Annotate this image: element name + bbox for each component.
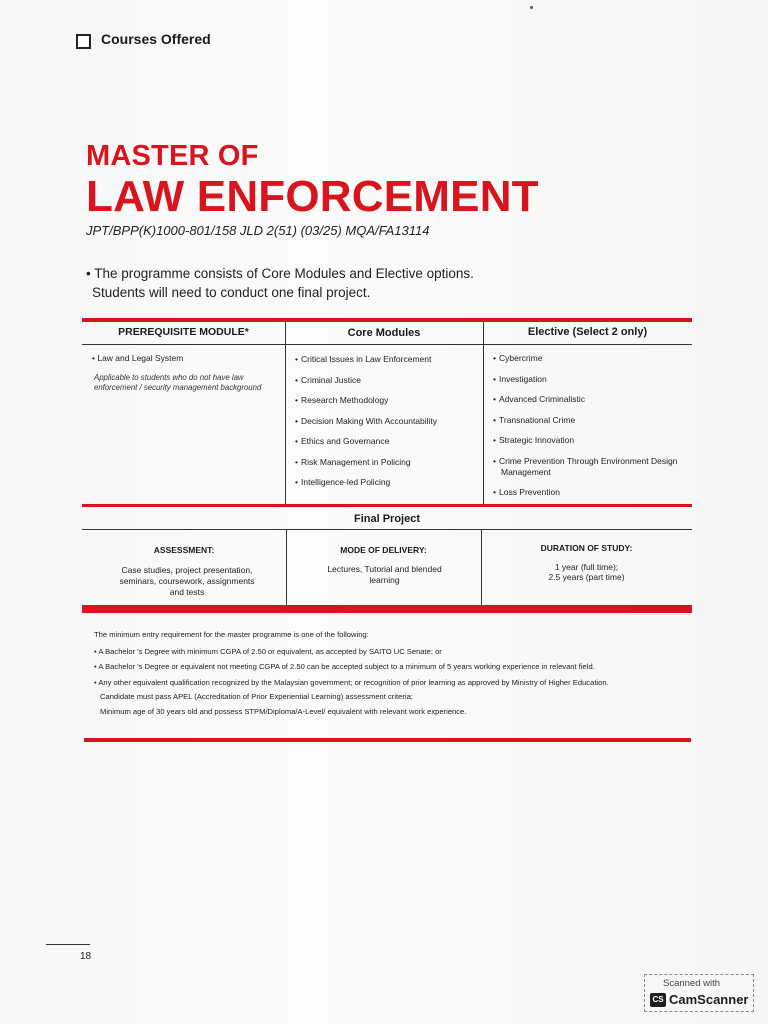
delivery-header: MODE OF DELIVERY: (340, 545, 427, 555)
core-item: • Decision Making With Accountability (295, 416, 480, 427)
core-modules-list (295, 354, 480, 488)
page-number: 18 (80, 951, 92, 962)
prerequisite-cell (92, 353, 277, 393)
intro-line-2: Students will need to conduct one final project. (92, 285, 371, 300)
bullet-icon: • (86, 266, 95, 281)
header-rule (82, 344, 692, 345)
requirement-item: Minimum age of 30 years old and possess STPM/Diploma/A-Level/ equivalent with relevant work experience. (100, 707, 467, 717)
delivery-text: Lectures, Tutorial and blended learning (327, 564, 442, 585)
watermark-scanned-with: Scanned with (663, 978, 721, 989)
scan-speck (530, 6, 533, 9)
column-divider (285, 322, 286, 504)
requirement-item: • Any other equivalent qualification recognized by the Malaysian government; or recognition of prior learning as approved by Ministry of Higher Education. (94, 677, 609, 687)
camscanner-logo-icon: CS (650, 993, 666, 1007)
requirement-item: • A Bachelor 's Degree or equivalent not meeting CGPA of 2.50 can be accepted subject to a minimum of 5 years working experience in relevant field. (94, 662, 595, 672)
core-item: • Critical Issues in Law Enforcement (295, 354, 480, 365)
requirement-item: • A Bachelor 's Degree with minimum CGPA of 2.50 or equivalent, as accepted by SAITO UC Senate; or (94, 647, 442, 656)
duration-line-2: 2.5 years (part time) (548, 572, 625, 582)
title-line-2: LAW ENFORCEMENT (86, 172, 539, 221)
core-item: • Criminal Justice (295, 375, 480, 386)
prerequisite-header: PREREQUISITE MODULE* (118, 326, 249, 338)
core-item: • Ethics and Governance (295, 436, 480, 447)
entry-requirements (94, 630, 694, 722)
elective-item: • Cybercrime (493, 353, 688, 364)
prerequisite-note: Applicable to students who do not have law enforcement / security management background (94, 373, 262, 392)
requirements-intro: The minimum entry requirement for the master programme is one of the following: (94, 630, 369, 639)
core-modules-cell (295, 354, 480, 498)
elective-item: • Transnational Crime (493, 415, 688, 426)
elective-header: Elective (Select 2 only) (527, 326, 648, 338)
prerequisite-item-label: Law and Legal System (97, 353, 184, 363)
core-item: • Intelligence-led Policing (295, 477, 480, 488)
section-label: Courses Offered (101, 31, 211, 47)
final-project-bottom-rule (82, 529, 692, 530)
core-modules-header: Core Modules (347, 327, 421, 339)
elective-item: • Advanced Criminalistic (493, 394, 688, 405)
elective-list (493, 353, 688, 498)
duration-line-1: 1 year (full time); (554, 562, 619, 572)
table-top-rule (82, 318, 692, 322)
final-project-header: Final Project (353, 513, 421, 525)
requirement-item: Candidate must pass APEL (Accreditation of Prior Experiential Learning) assessment criteria; (100, 691, 413, 701)
elective-item: • Crime Prevention Through Environment Design Management (493, 456, 688, 478)
core-item: • Risk Management in Policing (295, 457, 480, 468)
reference-code: JPT/BPP(K)1000-801/158 JLD 2(51) (03/25) MQA/FA13114 (86, 223, 430, 238)
elective-item: • Loss Prevention (493, 487, 688, 498)
elective-cell (493, 353, 688, 508)
page-number-rule (46, 944, 90, 945)
details-bottom-bar (82, 605, 692, 613)
watermark-brand: CamScanner (669, 992, 749, 1007)
core-item: • Research Methodology (295, 395, 480, 406)
final-project-rule (82, 504, 692, 507)
assessment-text: Case studies, project presentation, seminars, coursework, assignments and tests (119, 565, 255, 597)
section-checkbox-icon (76, 34, 91, 49)
column-divider (286, 529, 287, 605)
elective-item: • Strategic Innovation (493, 435, 688, 446)
title-line-1: MASTER OF (86, 140, 259, 172)
column-divider (483, 322, 484, 504)
prerequisite-item (92, 353, 277, 364)
bullet-icon: • (92, 353, 98, 363)
programme-intro (86, 264, 606, 302)
duration-header: DURATION OF STUDY: (540, 543, 633, 553)
requirements-bottom-rule (84, 738, 691, 742)
elective-item: • Investigation (493, 374, 688, 385)
assessment-header: ASSESSMENT: (153, 545, 215, 555)
intro-line-1: The programme consists of Core Modules and Elective options. (94, 266, 474, 281)
